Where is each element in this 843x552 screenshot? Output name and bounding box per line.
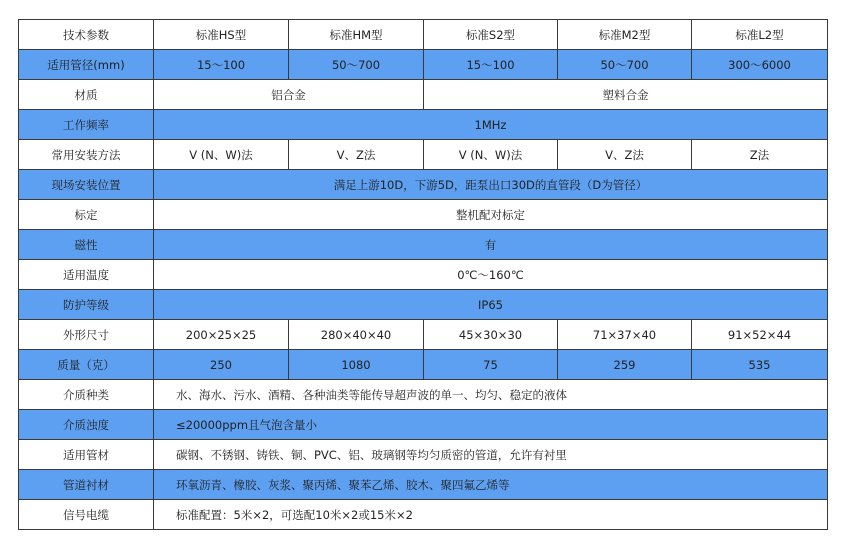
row-label: 外形尺寸 [19,320,154,350]
table-row [19,500,828,530]
row-label: 信号电缆 [19,500,154,530]
table-cell: 环氧沥青、橡胶、灰浆、聚丙烯、聚苯乙烯、胶木、聚四氟乙烯等 [154,470,828,500]
row-label: 适用管径(mm) [19,50,154,80]
table-row [19,350,828,380]
table-row [19,140,828,170]
table-row [19,50,828,80]
row-label: 介质种类 [19,380,154,410]
table-row [19,380,828,410]
row-label: 现场安装位置 [19,170,154,200]
table-cell: ≤20000ppm且气泡含量小 [154,410,828,440]
table-cell: 280×40×40 [289,320,424,350]
table-cell: 0℃～160℃ [154,260,828,290]
table-cell: 91×52×44 [692,320,828,350]
row-label: 工作频率 [19,110,154,140]
header-cell: 标准HM型 [289,20,424,50]
row-label: 材质 [19,80,154,110]
table-row [19,230,828,260]
table-row [19,320,828,350]
table-cell: 有 [154,230,828,260]
table-row [19,410,828,440]
row-label: 介质浊度 [19,410,154,440]
table-row [19,110,828,140]
table-cell: Z法 [692,140,828,170]
row-label: 标定 [19,200,154,230]
table-row [19,290,828,320]
table-cell: 铝合金 [154,80,424,110]
table-row [19,200,828,230]
row-label: 管道衬材 [19,470,154,500]
header-cell: 标准S2型 [424,20,558,50]
table-row [19,470,828,500]
table-cell: 200×25×25 [154,320,289,350]
table-cell: V、Z法 [558,140,692,170]
header-cell: 标准L2型 [692,20,828,50]
table-cell: V (N、W)法 [154,140,289,170]
spec-table [18,19,828,530]
table-row [19,80,828,110]
table-cell: 碳钢、不锈钢、铸铁、铜、PVC、铝、玻璃钢等均匀质密的管道，允许有衬里 [154,440,828,470]
table-cell: 75 [424,350,558,380]
table-cell: 50～700 [558,50,692,80]
table-cell: 15～100 [154,50,289,80]
table-cell: 535 [692,350,828,380]
row-label: 常用安装方法 [19,140,154,170]
table-cell: 满足上游10D，下游5D，距泵出口30D的直管段（D为管径） [154,170,828,200]
table-cell: 整机配对标定 [154,200,828,230]
table-cell: 塑料合金 [424,80,828,110]
row-label: 适用温度 [19,260,154,290]
header-cell: 标准M2型 [558,20,692,50]
table-cell: 1080 [289,350,424,380]
table-row [19,440,828,470]
table-cell: 标准配置：5米×2，可选配10米×2或15米×2 [154,500,828,530]
table-cell: 259 [558,350,692,380]
table-cell: V、Z法 [289,140,424,170]
table-cell: 300～6000 [692,50,828,80]
row-label: 质量（克） [19,350,154,380]
table-cell: 50～700 [289,50,424,80]
header-cell: 技术参数 [19,20,154,50]
row-label: 磁性 [19,230,154,260]
table-row [19,260,828,290]
table-cell: 水、海水、污水、酒精、各种油类等能传导超声波的单一、均匀、稳定的液体 [154,380,828,410]
table-cell: IP65 [154,290,828,320]
table-cell: 1MHz [154,110,828,140]
table-row [19,170,828,200]
table-cell: 250 [154,350,289,380]
table-cell: 45×30×30 [424,320,558,350]
table-header-row [19,20,828,50]
row-label: 适用管材 [19,440,154,470]
table-cell: 71×37×40 [558,320,692,350]
header-cell: 标准HS型 [154,20,289,50]
row-label: 防护等级 [19,290,154,320]
table-cell: 15～100 [424,50,558,80]
table-cell: V (N、W)法 [424,140,558,170]
